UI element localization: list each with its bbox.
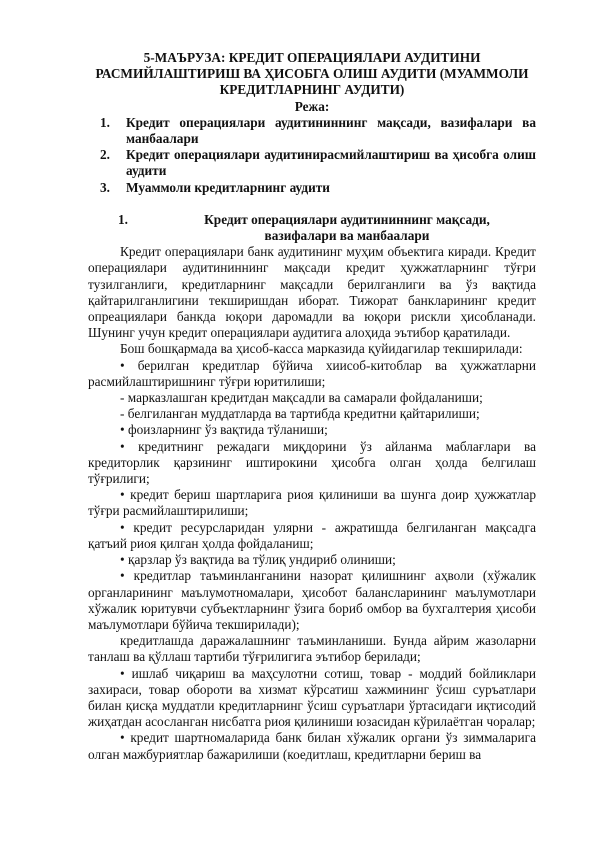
plan-item-text: Кредит операциялари аудитинирасмийлаштириш ва ҳисобга олиш аудити [126, 147, 536, 179]
paragraph: • кредит ресурсларидан улярни - ажратишда белгиланган мақсадга қатъий риоя қилган ҳолда фойдаланиш; [88, 519, 536, 551]
paragraph: кредитлашда даражалашнинг таъминланиши. Бунда айрим жазоларни танлаш ва қўллаш тартиби тўғрилигига эътибор берилади; [88, 633, 536, 665]
paragraph: - марказлашган кредитдан мақсадли ва самарали фойдаланиши; [120, 390, 483, 406]
paragraph: - белгиланган муддатларда ва тартибда кредитни қайтарилиши; [120, 406, 480, 422]
body-text [88, 244, 536, 763]
paragraph: • қарзлар ўз вақтида ва тўлиқ ундириб олиниши; [120, 552, 396, 568]
plan-list [88, 115, 536, 196]
paragraph: • фоизларнинг ўз вақтида тўланиши; [120, 422, 328, 438]
plan-item-number: 2. [100, 147, 110, 163]
plan-item-text: Кредит операциялари аудитининнинг мақсади, вазифалари ва манбаалари [126, 114, 536, 147]
plan-item-number: 3. [100, 179, 110, 195]
paragraph: Кредит операциялари банк аудитининг муҳим объектига киради. Кредит операциялари аудитининнинг мақсади кредит ҳужжатларнинг тўғри тузилганлиги, кредитларнинг мақсадли берилганлиги ва ўз вақтида қайтарилганлигини текширишдан иборат. Тижорат банкларининг кредит опреациялари банкда юқори даромадли ва юқори рискли ҳисобланади. Шунинг учун кредит операциялари аудитига алоҳида эътибор қаратилади. [88, 244, 536, 341]
plan-item [88, 115, 536, 147]
title-line-3: КРЕДИТЛАРНИНГ АУДИТИ) [219, 82, 405, 98]
document-title [88, 50, 536, 99]
title-line-2: РАСМИЙЛАШТИРИШ ВА ҲИСОБГА ОЛИШ АУДИТИ (МУАММОЛИ [95, 66, 529, 82]
plan-item-text: Муаммоли кредитларнинг аудити [126, 179, 330, 195]
paragraph: Бош бошқармада ва ҳисоб-касса марказида қуйидагилар текширилади: [120, 341, 523, 357]
plan-heading: Режа: [294, 98, 330, 114]
paragraph: • ишлаб чиқариш ва маҳсулотни сотиш, товар - моддий бойликлари захираси, товар обороти ва хизмат кўрсатиш хажмининг ўсиш суръатлари билан қисқа муддатли кредитларнинг ўсиш суръатлари ўртасидаги иқтисодий жиҳатдан асосланган нисбатга риоя қилиниши юзасидан кўрилаётган чоралар; [88, 665, 536, 730]
section-number: 1. [118, 211, 128, 227]
paragraph: • кредит бериш шартларига риоя қилиниши ва шунга доир ҳужжатлар тўғри расмийлаштирилиши; [88, 487, 536, 519]
section-title: Кредит операциялари аудитининнинг мақсади, вазифалари ва манбаалари [204, 211, 490, 244]
paragraph: • кредитнинг режадаги миқдорини ўз айланма маблағлари ва кредиторлик қарзининг иштирокини ҳисобга олган ҳолда белгилаш тўғрилиги; [88, 438, 536, 487]
section-heading [88, 212, 536, 244]
paragraph: • кредитлар таъминланганини назорат қилишнинг аҳволи (хўжалик органларининг маълумотномалари, ҳисобот балансларининг маълумотлари хўжалик юритувчи субъектларнинг ўзига бориб омбор ва бухгалтерия ҳисоби маълумотлари бўйича текширилади); [88, 568, 536, 632]
plan-item [88, 147, 536, 179]
title-line-1: 5-МАЪРУЗА: КРЕДИТ ОПЕРАЦИЯЛАРИ АУДИТИНИ [143, 50, 481, 65]
document-page [88, 50, 536, 763]
plan-item [88, 180, 536, 196]
plan-item-number: 1. [100, 114, 110, 130]
paragraph: • берилган кредитлар бўйича хиисоб-китоблар ва ҳужжатларни расмийлаштиришнинг тўғри юритилиши; [88, 357, 536, 389]
paragraph: • кредит шартномаларида банк билан хўжалик органи ўз зиммаларига олган мажбуриятлар бажарилиши (коедитлаш, кредитларни бериш ва [88, 730, 536, 762]
